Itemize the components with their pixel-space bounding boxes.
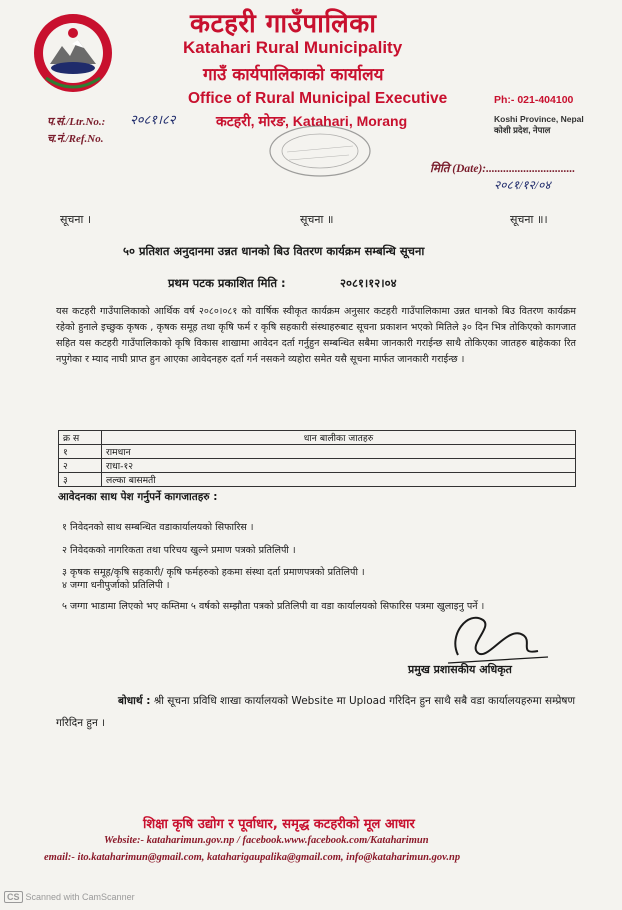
- province-english: Koshi Province, Nepal: [494, 114, 584, 124]
- footer-slogan: शिक्षा कृषि उद्योग र पूर्वाधार, समृद्ध कटहरीको मूल आधार: [143, 817, 415, 832]
- note-text: श्री सूचना प्रविधि शाखा कार्यालयको Website मा Upload गरिदिन हुन साथै सबै वडा कार्यालयहरुमा सम्प्रेषण गरिदिन हुन ।: [56, 695, 576, 729]
- required-document-item: २ निवेदकको नागरिकता तथा परिचय खुल्ने प्रमाण पत्रको प्रतिलिपी ।: [62, 545, 296, 556]
- phone-number: Ph:- 021-404100: [494, 94, 574, 106]
- note-label: बोधार्थ :: [118, 695, 151, 707]
- municipality-emblem-icon: [32, 12, 114, 94]
- province-nepali: कोशी प्रदेश, नेपाल: [494, 125, 551, 135]
- table-cell-sn: २: [59, 459, 102, 473]
- required-documents-title: आवेदनका साथ पेश गर्नुपर्ने कागजातहरु :: [58, 491, 218, 503]
- municipality-name-english: Katahari Rural Municipality: [183, 38, 403, 57]
- note: [56, 690, 586, 734]
- province: [494, 114, 584, 136]
- required-document-item: ५ जग्गा भाडामा लिएको भए कम्तिमा ५ वर्षको सम्झौता पत्रको प्रतिलिपी वा वडा कार्यालयको सिफारिस पत्रमा खुलाइनु पर्ने ।: [62, 601, 485, 612]
- table-header-sn: क्र स: [59, 431, 102, 445]
- camscanner-icon: CS: [4, 891, 23, 903]
- table-header-row: [59, 431, 576, 445]
- letter-number-label: प.सं./Ltr.No.:: [47, 116, 106, 128]
- date-label: मिति (Date):...............................: [430, 163, 576, 175]
- required-document-item: ३ कृषक समूह/कृषि सहकारी/ कृषि फर्महरुको हकमा संस्था दर्ता प्रमाणपत्रको प्रतिलिपी ।: [62, 567, 365, 578]
- footer-email: email:- ito.kataharimun@gmail.com, kataharigaupalika@gmail.com, info@kataharimun.gov.np: [44, 852, 461, 863]
- notice-heading-2: सूचना ॥: [300, 213, 334, 226]
- date-value: २०८१/१२/०४: [494, 178, 551, 192]
- table-row: [59, 473, 576, 487]
- table-cell-variety: राधा-१२: [102, 459, 576, 473]
- first-published-label: प्रथम पटक प्रकाशित मिति :: [168, 276, 286, 290]
- table-row: [59, 459, 576, 473]
- footer-website: Website:- kataharimun.gov.np / facebook.www.facebook.com/Kataharimun: [104, 835, 429, 846]
- notice-heading-3: सूचना ॥।: [510, 213, 548, 226]
- scanner-watermark: [4, 891, 135, 903]
- office-name-nepali: गाउँ कार्यपालिकाको कार्यालय: [203, 65, 384, 85]
- office-name-english: Office of Rural Municipal Executive: [188, 90, 448, 107]
- signer-designation: प्रमुख प्रशासकीय अधिकृत: [408, 663, 512, 676]
- first-published-date: २०८१।१२।०४: [340, 276, 397, 290]
- notice-heading-1: सूचना ।: [60, 213, 92, 226]
- table-cell-sn: १: [59, 445, 102, 459]
- scanner-text: Scanned with CamScanner: [25, 892, 135, 902]
- reference-number-label: च.नं./Ref.No.: [47, 133, 104, 145]
- rice-variety-table: [58, 430, 576, 487]
- letter-number-value: २०८१।८२: [130, 112, 176, 127]
- office-stamp-icon: [265, 122, 375, 180]
- required-document-item: १ निवेदनको साथ सम्बन्धित वडाकार्यालयको सिफारिस ।: [62, 522, 254, 533]
- municipality-name-nepali: कटहरी गाउँपालिका: [190, 9, 377, 39]
- required-document-item: ४ जग्गा धनीपुर्जाको प्रतिलिपी ।: [62, 580, 170, 591]
- office-address: कटहरी, मोरङ, Katahari, Morang: [216, 113, 408, 129]
- table-row: [59, 445, 576, 459]
- table-header-variety: धान बालीका जातहरु: [102, 431, 576, 445]
- table-cell-variety: लल्का बासमती: [102, 473, 576, 487]
- notice-body: यस कटहरी गाउँपालिकाको आर्थिक वर्ष २०८०।०८१ को वार्षिक स्वीकृत कार्यक्रम अनुसार कटहरी गाउँपालिकामा उन्नत धानको बिउ वितरण कार्यक्रम रहेको हुनाले इच्छुक कृषक , कृषक समूह तथा कृषि फर्म र कृषि सहकारी संस्थाहरुबाट सूचना प्रकाशन भएको मितिले ३० दिन भित्र तोकिएको कागजात सहित यस कटहरी गाउँपालिकाको कृषि विकास शाखामा आवेदन दर्ता गर्नुहुन सम्बन्धित सबैमा जानकारी गराईन्छ साथै तोकिएका जातहरु बाहेकका रित नपुगेका र म्याद नाघी प्राप्त हुन आएका आवेदनहरु दर्ता गर्न नसकने व्यहोरा समेत यसै सूचना मार्फत जानकारी गराईन्छ ।: [56, 306, 576, 365]
- table-cell-sn: ३: [59, 473, 102, 487]
- table-cell-variety: रामधान: [102, 445, 576, 459]
- notice-subject: ५० प्रतिशत अनुदानमा उन्नत धानको बिउ वितरण कार्यक्रम सम्बन्धि सूचना: [123, 244, 425, 258]
